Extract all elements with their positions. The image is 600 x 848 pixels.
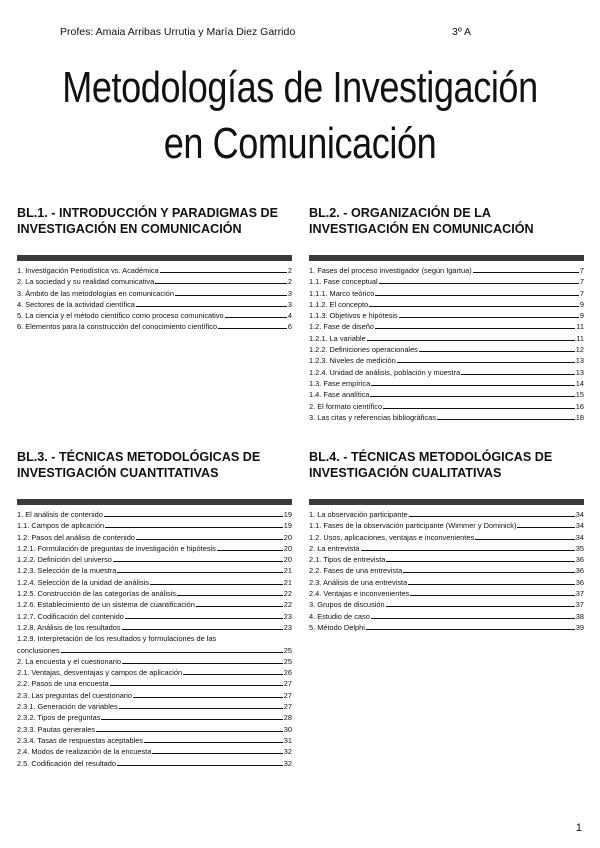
toc-entry-page: 2 [287,277,292,287]
leader-line [367,340,576,341]
toc-entry-page: 9 [579,311,584,321]
toc-entry-text: 1.4. Fase analítica [309,390,370,400]
toc-entry-page: 34 [575,521,584,531]
toc-entry [17,724,292,735]
toc-entry [17,712,292,723]
block-heading: BL.3. - TÉCNICAS METODOLÓGICAS DE INVESTIGACIÓN CUANTITATIVAS [17,450,261,480]
toc-entry [17,288,292,299]
toc-entry-text: 2.4. Modos de realización de la encuesta [17,747,152,757]
toc-entry [309,344,584,355]
toc-entry-page: 36 [575,555,584,565]
toc-entry-text: 2. La entrevista [309,543,360,553]
toc-entry-text: 1.2.9. Interpretación de los resultados y formulaciones de las [17,634,217,644]
toc-entry-text: 1.2.5. Construcción de las categorías de análisis [17,589,176,599]
toc-entry-text: 3. Grupos de discusión [309,600,385,610]
toc-entry-page: 4 [287,311,292,321]
toc-entry-page: 6 [287,322,292,332]
header-course: 3º A [452,26,472,38]
toc-entry-page: 27 [283,679,292,689]
toc-entry [17,599,292,610]
leader-line [409,516,575,517]
block-4 [309,449,584,633]
toc-entry-text: 1.2.8. Análisis de los resultados [17,622,121,632]
toc-entry [309,333,584,344]
toc-entry-page: 13 [575,367,584,377]
block-heading: BL.1. - INTRODUCCIÓN Y PARADIGMAS DE INVESTIGACIÓN EN COMUNICACIÓN [17,206,278,236]
toc-entry-text: 1.1. Fases de la observación participante (Wimmer y Dominick) [309,521,517,531]
toc-entry-text: 1.2.7. Codificación del contenido [17,611,124,621]
toc-entry [17,701,292,712]
title-line-1: Metodologías de Investigación [62,63,538,112]
toc-entry-page: 12 [575,345,584,355]
toc-entry [17,310,292,321]
toc-entry [309,299,584,310]
toc-entry-text: 1. Fases del proceso investigador (según Igartua) [309,266,472,275]
leader-line [399,317,579,318]
toc-entry-page: 37 [575,600,584,610]
toc-entry [17,543,292,554]
toc-entry [309,321,584,332]
toc-entry [17,633,292,656]
leader-line [370,396,574,397]
toc-entry-page: 11 [576,322,584,332]
toc-entry-page: 26 [283,668,292,678]
toc-entry-page: 13 [575,356,584,366]
leader-line [110,685,283,686]
toc-entry-text: 1.2.1. Formulación de preguntas de investigación e hipótesis [17,543,216,553]
toc-entry-text: 5. Método Delphi [309,622,365,632]
block-heading: BL.4. - TÉCNICAS METODOLÓGICAS DE INVESTIGACIÓN CUALITATIVAS [309,450,553,480]
toc-entry-text: 2.1. Ventajas, desventajas y campos de aplicación [17,668,183,678]
leader-line [117,765,283,766]
toc-entry-page: 16 [575,401,584,411]
toc-entry-page: 27 [283,690,292,700]
toc-entry-text: 1.2.3. Selección de la muestra [17,566,117,576]
heading-rule [309,499,584,505]
leader-line [383,408,575,409]
toc-entry-page: 15 [575,390,584,400]
leader-line [397,362,575,363]
toc-entry [309,543,584,554]
toc-entry-text: 1.2.1. La variable [309,333,366,343]
leader-line [225,317,287,318]
leader-line [133,697,283,698]
toc-entry-text: 1.2.2. Definiciones operacionales [309,345,418,355]
toc-entry [17,758,292,769]
toc-entry-text: 1.1. Campos de aplicación [17,521,105,531]
toc-entry-text: 1.3. Fase empírica [309,378,371,388]
leader-line [96,731,283,732]
toc-entry [17,690,292,701]
toc-entry-page: 30 [283,724,292,734]
toc-entry [17,265,292,276]
toc-entry-page: 3 [287,288,292,298]
toc-entry-text: 2. El formato científico [309,401,383,411]
toc-entry-page: 31 [283,735,292,745]
toc-entry-page: 39 [575,622,584,632]
toc-entry [17,588,292,599]
toc-entry-page: 28 [283,713,292,723]
toc-entry [309,554,584,565]
heading-rule [309,255,584,261]
toc-entry-page: 7 [579,277,584,287]
toc-entry [309,378,584,389]
leader-line [175,295,287,296]
toc-entry [309,577,584,588]
block-1 [17,205,292,333]
toc-list [309,509,584,633]
toc-entry-text: 1. El análisis de contenido [17,510,103,519]
toc-entry-text-continued: conclusiones [17,645,60,655]
toc-entry-page: 32 [283,747,292,757]
toc-entry-page: 27 [283,702,292,712]
leader-line [155,283,287,284]
leader-line [371,385,575,386]
leader-line [386,561,574,562]
leader-line [105,527,283,528]
toc-entry-text: 2.4. Ventajas e inconvenientes [309,589,410,599]
toc-entry-page: 20 [283,532,292,542]
toc-entry [17,509,292,520]
leader-line [375,328,575,329]
leader-line [150,584,283,585]
leader-line [475,539,575,540]
leader-line [410,595,575,596]
toc-entry [309,412,584,423]
toc-entry-page: 34 [575,510,584,519]
toc-entry-text: 6. Elementos para la construcción del conocimiento científico [17,322,218,332]
toc-entry-text: 5. La ciencia y el método científico como proceso comunicativo [17,311,224,321]
toc-entry [309,588,584,599]
leader-line [371,618,575,619]
toc-entry [309,265,584,276]
page-number: 1 [575,822,582,834]
toc-entry [17,554,292,565]
toc-entry [17,678,292,689]
leader-line [119,708,283,709]
toc-entry [17,321,292,332]
leader-line [437,419,575,420]
leader-line [152,753,282,754]
toc-entry [309,622,584,633]
leader-line [375,295,579,296]
toc-entry-page: 18 [575,412,584,422]
toc-entry [309,565,584,576]
toc-entry [309,611,584,622]
toc-entry [17,667,292,678]
leader-line [461,374,575,375]
leader-line [369,306,579,307]
toc-entry-text: 3. Las citas y referencias bibliográficas [309,412,436,422]
toc-entry [17,532,292,543]
toc-entry-text: 1.2.6. Establecimiento de un sistema de cuantificación [17,600,195,610]
toc-entry-text: 1.2.2. Definición del universo [17,555,112,565]
toc-entry-text: 2.3.1. Generación de variables [17,702,118,712]
toc-entry [309,310,584,321]
toc-entry-page: 19 [283,510,292,519]
toc-entry-page: 2 [287,266,292,275]
toc-entry-text: 2.3. Las preguntas del cuestionario [17,690,133,700]
toc-entry-text: 2.2. Pasos de una encuesta [17,679,109,689]
toc-entry-page: 11 [576,333,584,343]
title-line-2: en Comunicación [163,119,437,168]
toc-entry [309,532,584,543]
leader-line [183,674,283,675]
block-3 [17,449,292,769]
leader-line [379,283,579,284]
leader-line [144,742,283,743]
toc-entry [309,401,584,412]
toc-list [309,265,584,423]
leader-line [386,606,575,607]
document-title [54,60,546,172]
toc-entry-page: 36 [575,577,584,587]
toc-entry-page: 21 [283,566,292,576]
toc-entry-text: 2.3.4. Tasas de respuestas aceptables [17,735,143,745]
toc-entry-text: 3. Ámbito de las metodologías en comunicación [17,288,174,298]
toc-entry-text: 4. Sectores de la actividad científica [17,299,135,309]
toc-entry-page: 23 [283,611,292,621]
toc-entry-page: 36 [575,566,584,576]
toc-entry-page: 20 [283,543,292,553]
page-header [60,26,540,40]
toc-entry [309,355,584,366]
toc-entry-text: 1.2. Usos, aplicaciones, ventajas e inconvenientes [309,532,475,542]
block-2 [309,205,584,423]
toc-entry [17,622,292,633]
toc-entry-text: 2.3.3. Pautas generales [17,724,96,734]
toc-entry-page: 35 [575,543,584,553]
toc-entry [17,577,292,588]
leader-line [125,618,283,619]
header-authors: Profes: Amaia Arribas Urrutia y María Diez Garrido [60,26,296,38]
leader-line [122,663,283,664]
toc-entry-text: 1.2. Fase de diseño [309,322,374,332]
leader-line [122,629,283,630]
toc-entry-page: 3 [287,299,292,309]
toc-entry [17,276,292,287]
toc-entry [309,509,584,520]
toc-entry-text: 2. La encuesta y el cuestionario [17,656,121,666]
toc-entry [309,520,584,531]
toc-entry-page: 19 [283,521,292,531]
toc-entry [309,288,584,299]
toc-entry-text: 4. Estudio de caso [309,611,370,621]
toc-entry-page: 21 [283,577,292,587]
toc-entry-page: 34 [575,532,584,542]
leader-line [366,629,575,630]
toc-entry-text: 1.1.3. Objetivos e hipótesis [309,311,398,321]
toc-entry-text: 1.2.4. Selección de la unidad de análisis [17,577,149,587]
toc-entry-page: 37 [575,589,584,599]
toc-entry-page: 25 [283,645,292,655]
toc-entry-text: 1.1.1. Marco teórico [309,288,375,298]
toc-entry-page: 22 [283,589,292,599]
leader-line [218,328,287,329]
leader-line [136,306,287,307]
toc-entry [17,565,292,576]
toc-entry [17,746,292,757]
leader-line [408,584,575,585]
leader-line [61,652,283,653]
toc-entry-text: 1.2.4. Unidad de análisis, población y muestra [309,367,461,377]
toc-entry-text: 1. Investigación Periodística vs. Académica [17,266,159,275]
toc-entry-page: 32 [283,758,292,768]
toc-entry-text: 1.2.3. Niveles de medición [309,356,396,366]
toc-list [17,509,292,769]
leader-line [177,595,283,596]
toc-entry-page: 7 [579,288,584,298]
toc-entry [309,276,584,287]
leader-line [217,550,283,551]
leader-line [101,719,282,720]
toc-entry [17,656,292,667]
leader-line [473,272,579,273]
toc-entry-page: 14 [575,378,584,388]
toc-entry-text: 2. La sociedad y su realidad comunicativa [17,277,155,287]
leader-line [136,539,283,540]
toc-entry-page: 38 [575,611,584,621]
toc-entry [309,599,584,610]
leader-line [160,272,287,273]
heading-rule [17,255,292,261]
toc-entry-page: 9 [579,299,584,309]
leader-line [117,572,282,573]
toc-entry [309,367,584,378]
toc-entry [17,735,292,746]
toc-entry-text: 1.1. Fase conceptual [309,277,378,287]
toc-entry-text: 1.2. Pasos del análisis de contenido [17,532,135,542]
toc-entry-page: 7 [579,266,584,275]
leader-line [104,516,283,517]
toc-list [17,265,292,333]
leader-line [113,561,283,562]
toc-entry-text: 1. La observación participante [309,510,408,519]
toc-entry [17,520,292,531]
toc-entry-page: 20 [283,555,292,565]
toc-entry-text: 1.1.2. El concepto [309,299,369,309]
block-heading: BL.2. - ORGANIZACIÓN DE LA INVESTIGACIÓN EN COMUNICACIÓN [309,206,534,236]
leader-line [196,606,283,607]
toc-entry-text: 2.1. Tipos de entrevista [309,555,386,565]
toc-entry-text: 2.3. Análisis de una entrevista [309,577,408,587]
toc-entry [17,299,292,310]
leader-line [419,351,575,352]
toc-entry-text: 2.3.2. Tipos de preguntas [17,713,101,723]
toc-entry-page: 25 [283,656,292,666]
toc-entry-page: 22 [283,600,292,610]
toc-entry-text: 2.5. Codificación del resultado [17,758,117,768]
toc-entry-text: 2.2. Fases de una entrevista [309,566,403,576]
leader-line [361,550,575,551]
leader-line [403,572,575,573]
heading-rule [17,499,292,505]
toc-entry [309,389,584,400]
toc-entry [17,611,292,622]
toc-entry-page: 23 [283,622,292,632]
leader-line [517,527,574,528]
